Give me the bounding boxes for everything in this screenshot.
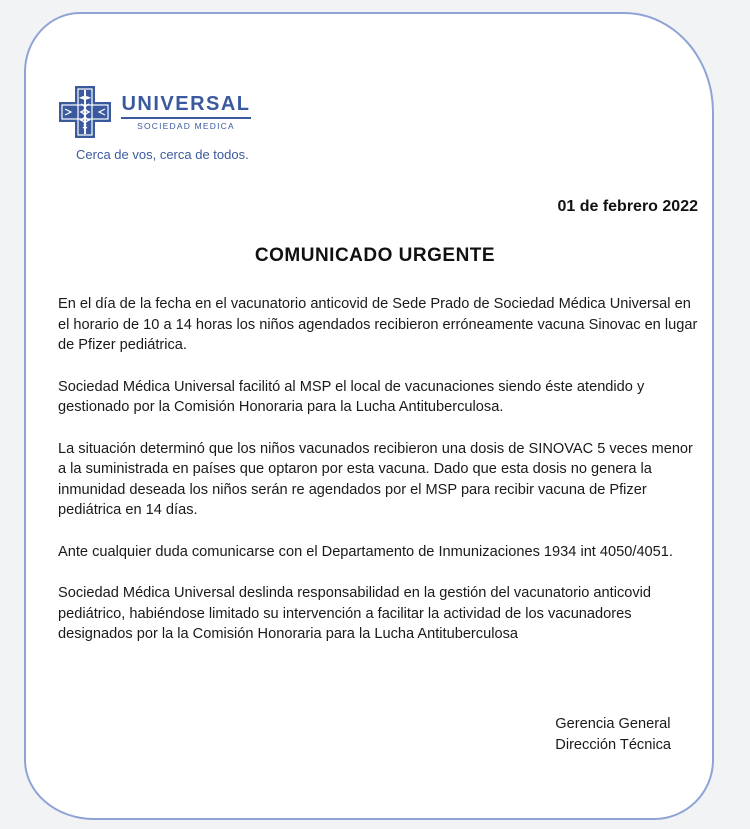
paragraph-facility: Sociedad Médica Universal facilitó al MSP el local de vacunaciones siendo éste atendido y gestionado por la Comisión Honoraria para la Lucha Antituberculosa. [58,378,645,415]
document-title: COMUNICADO URGENTE [254,245,496,266]
paragraph-contact: Ante cualquier duda comunicarse con el Departamento de Inmunizaciones 1934 int 4050/4051. [58,543,673,560]
brand-subtitle: SOCIEDAD MEDICA [137,121,235,131]
brand-divider [121,117,251,119]
signature-line-management: Gerencia General [555,716,671,732]
paragraph-situation: La situación determinó que los niños vacunados recibieron una dosis de SINOVAC 5 veces menor a la suministrada en países que optaron por esta vacuna. Dado que esta dosis no genera la inmunidad deseada los niños serán re agendados por el MSP para recibir vacuna de Pfizer pediátrica en 14 días. [58,440,693,518]
brand-text [121,93,251,131]
slogan: Cerca de vos, cerca de todos. [76,147,249,162]
paragraph-incident: En el día de la fecha en el vacunatorio anticovid de Sede Prado de Sociedad Médica Universal en el horario de 10 a 14 horas los niños agendados recibieron erróneamente vacuna Sinovac en lugar de Pfizer pediátrica. [58,296,698,353]
document-date: 01 de febrero 2022 [557,198,698,215]
paragraph-disclaimer: Sociedad Médica Universal deslinda responsabilidad en la gestión del vacunatorio anticovid pediátrico, habiéndose limitado su intervención a facilitar la actividad de los vacunadores designados por la la Comisión Honoraria para la Lucha Antituberculosa [58,585,652,642]
signature-line-technical: Dirección Técnica [555,736,671,753]
brand-name: UNIVERSAL [121,93,251,115]
medical-cross-caduceus-icon [57,84,113,140]
brand-logo [57,84,251,140]
signature-block [555,714,671,755]
document-body [58,294,703,666]
